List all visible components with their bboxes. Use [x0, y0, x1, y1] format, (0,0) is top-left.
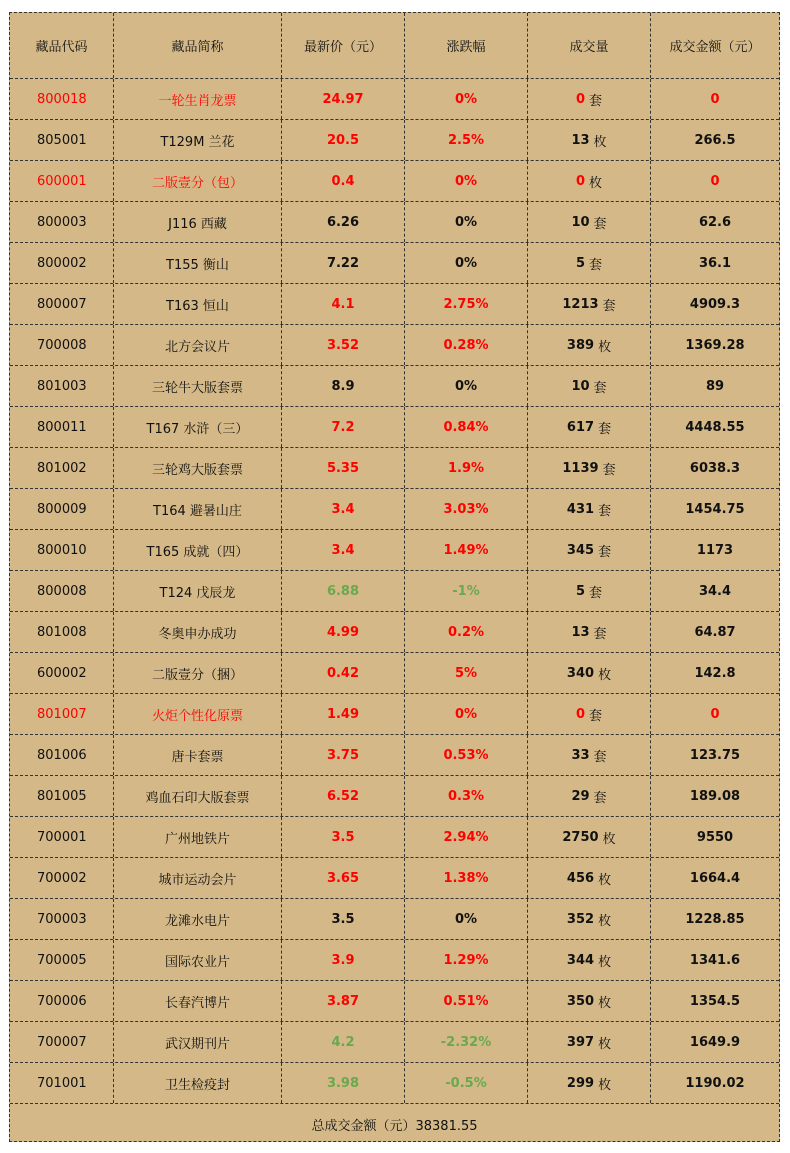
volume-unit: 套: [589, 708, 603, 724]
header-amount: 成交金额（元）: [669, 40, 761, 55]
amount-cell: 189.08: [689, 788, 741, 804]
table-row: [10, 653, 779, 694]
volume-cell: [528, 776, 651, 816]
change-cell: -1%: [405, 571, 528, 611]
amount-cell: 1649.9: [689, 1034, 741, 1050]
price-cell: 8.9: [282, 366, 405, 406]
volume-unit: 套: [593, 790, 607, 806]
volume-cell: [528, 448, 651, 488]
code-cell: 700008: [10, 325, 114, 365]
amount-cell: 1173: [696, 542, 734, 558]
price-cell: 3.65: [282, 858, 405, 898]
code-cell: 701001: [10, 1063, 114, 1103]
change-cell: 0%: [405, 161, 528, 201]
change-cell: 0%: [405, 899, 528, 939]
volume-value: 352: [566, 911, 595, 927]
price-cell: 3.5: [282, 817, 405, 857]
volume-value: 397: [566, 1034, 595, 1050]
code-cell: 800002: [10, 243, 114, 283]
volume-value: 299: [566, 1075, 595, 1091]
code-cell: 800018: [10, 79, 114, 119]
volume-cell: [528, 571, 651, 611]
volume-cell: [528, 407, 651, 447]
table-row: [10, 120, 779, 161]
header-name: 藏品简称: [114, 13, 282, 78]
table-header-row: [10, 13, 779, 79]
volume-unit: 枚: [593, 134, 607, 150]
price-cell: 4.2: [282, 1022, 405, 1062]
change-cell: 0.51%: [405, 981, 528, 1021]
change-cell: 0.84%: [405, 407, 528, 447]
price-cell: 5.35: [282, 448, 405, 488]
change-cell: 0.28%: [405, 325, 528, 365]
volume-cell: [528, 735, 651, 775]
name-cell: 卫生检疫封: [114, 1063, 282, 1103]
table-row: [10, 325, 779, 366]
volume-value: 1139: [562, 460, 599, 476]
volume-value: 0: [575, 173, 586, 189]
name-cell: 鸡血石印大版套票: [114, 776, 282, 816]
name-cell: 火炬个性化原票: [114, 694, 282, 734]
volume-value: 456: [566, 870, 595, 886]
name-cell: 龙滩水电片: [114, 899, 282, 939]
name-cell: T129M 兰花: [114, 120, 282, 160]
name-cell: 国际农业片: [114, 940, 282, 980]
price-cell: 3.9: [282, 940, 405, 980]
name-cell: 唐卡套票: [114, 735, 282, 775]
volume-value: 0: [575, 706, 586, 722]
code-cell: 800011: [10, 407, 114, 447]
name-cell: 一轮生肖龙票: [114, 79, 282, 119]
change-cell: 2.94%: [405, 817, 528, 857]
volume-unit: 枚: [598, 1077, 612, 1093]
volume-cell: [528, 161, 651, 201]
header-change: 涨跌幅: [405, 13, 528, 78]
volume-value: 1213: [562, 296, 599, 312]
volume-unit: 枚: [598, 1036, 612, 1052]
code-cell: 700005: [10, 940, 114, 980]
volume-cell: [528, 284, 651, 324]
stamp-market-table: [9, 12, 780, 1142]
name-cell: T164 避暑山庄: [114, 489, 282, 529]
code-cell: 801002: [10, 448, 114, 488]
volume-unit: 套: [602, 462, 616, 478]
volume-value: 0: [575, 91, 586, 107]
price-cell: 6.52: [282, 776, 405, 816]
volume-unit: 枚: [598, 995, 612, 1011]
change-cell: 3.03%: [405, 489, 528, 529]
name-cell: 广州地铁片: [114, 817, 282, 857]
table-row: [10, 612, 779, 653]
change-cell: 1.49%: [405, 530, 528, 570]
change-cell: 1.9%: [405, 448, 528, 488]
code-cell: 800009: [10, 489, 114, 529]
table-row: [10, 489, 779, 530]
volume-unit: 套: [589, 585, 603, 601]
code-cell: 600001: [10, 161, 114, 201]
amount-cell: 0: [710, 706, 720, 722]
amount-cell: 1190.02: [685, 1075, 745, 1091]
volume-value: 389: [566, 337, 595, 353]
volume-cell: [528, 612, 651, 652]
volume-unit: 枚: [598, 913, 612, 929]
name-cell: 长春汽博片: [114, 981, 282, 1021]
amount-cell: 1454.75: [685, 501, 745, 517]
change-cell: 0%: [405, 243, 528, 283]
price-cell: 0.4: [282, 161, 405, 201]
volume-cell: [528, 817, 651, 857]
code-cell: 800007: [10, 284, 114, 324]
volume-unit: 套: [593, 626, 607, 642]
price-cell: 3.52: [282, 325, 405, 365]
volume-unit: 枚: [598, 339, 612, 355]
volume-unit: 套: [589, 257, 603, 273]
price-cell: 4.99: [282, 612, 405, 652]
name-cell: J116 西藏: [114, 202, 282, 242]
table-body: [10, 79, 779, 1104]
price-cell: 1.49: [282, 694, 405, 734]
table-row: [10, 407, 779, 448]
volume-value: 345: [566, 542, 595, 558]
price-cell: 7.22: [282, 243, 405, 283]
volume-unit: 枚: [602, 831, 616, 847]
volume-unit: 枚: [598, 872, 612, 888]
price-cell: 6.26: [282, 202, 405, 242]
price-cell: 3.87: [282, 981, 405, 1021]
change-cell: 0%: [405, 79, 528, 119]
code-cell: 700006: [10, 981, 114, 1021]
code-cell: 600002: [10, 653, 114, 693]
volume-value: 2750: [562, 829, 599, 845]
amount-cell: 9550: [696, 829, 734, 845]
amount-cell: 6038.3: [689, 460, 741, 476]
name-cell: T163 恒山: [114, 284, 282, 324]
volume-value: 10: [571, 378, 590, 394]
volume-cell: [528, 899, 651, 939]
change-cell: 2.5%: [405, 120, 528, 160]
code-cell: 801007: [10, 694, 114, 734]
table-row: [10, 735, 779, 776]
price-cell: 7.2: [282, 407, 405, 447]
name-cell: 二版壹分（捆）: [114, 653, 282, 693]
volume-cell: [528, 243, 651, 283]
code-cell: 805001: [10, 120, 114, 160]
change-cell: 1.38%: [405, 858, 528, 898]
name-cell: 冬奥申办成功: [114, 612, 282, 652]
volume-cell: [528, 981, 651, 1021]
table-row: [10, 776, 779, 817]
price-cell: 20.5: [282, 120, 405, 160]
volume-cell: [528, 489, 651, 529]
volume-value: 5: [575, 583, 586, 599]
amount-cell: 34.4: [698, 583, 732, 599]
volume-unit: 枚: [589, 175, 603, 191]
table-row: [10, 448, 779, 489]
price-cell: 3.5: [282, 899, 405, 939]
volume-value: 10: [571, 214, 590, 230]
volume-value: 13: [571, 624, 590, 640]
change-cell: -0.5%: [405, 1063, 528, 1103]
amount-cell: 1228.85: [685, 911, 745, 927]
volume-unit: 套: [598, 421, 612, 437]
table-row: [10, 1022, 779, 1063]
code-cell: 800008: [10, 571, 114, 611]
change-cell: 0.3%: [405, 776, 528, 816]
volume-unit: 套: [589, 93, 603, 109]
amount-cell: 1664.4: [689, 870, 741, 886]
table-row: [10, 899, 779, 940]
code-cell: 801003: [10, 366, 114, 406]
volume-unit: 枚: [598, 667, 612, 683]
table-row: [10, 858, 779, 899]
amount-cell: 142.8: [694, 665, 736, 681]
name-cell: T124 戊辰龙: [114, 571, 282, 611]
volume-value: 340: [566, 665, 595, 681]
table-row: [10, 284, 779, 325]
volume-cell: [528, 858, 651, 898]
amount-cell: 4909.3: [689, 296, 741, 312]
volume-cell: [528, 1022, 651, 1062]
volume-cell: [528, 653, 651, 693]
volume-cell: [528, 325, 651, 365]
volume-cell: [528, 940, 651, 980]
header-price: 最新价（元）: [282, 13, 405, 78]
header-volume: 成交量: [528, 13, 651, 78]
volume-value: 29: [571, 788, 590, 804]
name-cell: 三轮牛大版套票: [114, 366, 282, 406]
change-cell: 2.75%: [405, 284, 528, 324]
volume-value: 13: [571, 132, 590, 148]
amount-cell: 1341.6: [689, 952, 741, 968]
volume-value: 350: [566, 993, 595, 1009]
volume-cell: [528, 366, 651, 406]
amount-cell: 36.1: [698, 255, 732, 271]
volume-unit: 套: [602, 298, 616, 314]
table-row: [10, 981, 779, 1022]
table-row: [10, 161, 779, 202]
volume-unit: 套: [598, 503, 612, 519]
change-cell: 5%: [405, 653, 528, 693]
amount-cell: 1369.28: [685, 337, 745, 353]
volume-cell: [528, 79, 651, 119]
volume-cell: [528, 530, 651, 570]
amount-cell: 1354.5: [689, 993, 741, 1009]
table-row: [10, 1063, 779, 1104]
volume-cell: [528, 120, 651, 160]
table-row: [10, 817, 779, 858]
total-amount: 总成交金额（元）38381.55: [311, 1118, 478, 1134]
header-code: 藏品代码: [10, 13, 114, 78]
volume-unit: 套: [593, 216, 607, 232]
table-row: [10, 694, 779, 735]
volume-cell: [528, 694, 651, 734]
name-cell: T155 衡山: [114, 243, 282, 283]
table-row: [10, 571, 779, 612]
name-cell: 武汉期刊片: [114, 1022, 282, 1062]
amount-cell: 64.87: [694, 624, 736, 640]
code-cell: 800003: [10, 202, 114, 242]
price-cell: 3.4: [282, 530, 405, 570]
code-cell: 801006: [10, 735, 114, 775]
change-cell: 0.53%: [405, 735, 528, 775]
name-cell: T167 水浒（三）: [114, 407, 282, 447]
price-cell: 6.88: [282, 571, 405, 611]
code-cell: 700002: [10, 858, 114, 898]
change-cell: 0%: [405, 366, 528, 406]
table-row: [10, 366, 779, 407]
change-cell: -2.32%: [405, 1022, 528, 1062]
table-row: [10, 243, 779, 284]
change-cell: 0%: [405, 202, 528, 242]
name-cell: 二版壹分（包）: [114, 161, 282, 201]
amount-cell: 0: [710, 91, 720, 107]
amount-cell: 89: [705, 378, 725, 394]
name-cell: 三轮鸡大版套票: [114, 448, 282, 488]
change-cell: 0.2%: [405, 612, 528, 652]
table-row: [10, 940, 779, 981]
code-cell: 700001: [10, 817, 114, 857]
name-cell: 城市运动会片: [114, 858, 282, 898]
code-cell: 801008: [10, 612, 114, 652]
price-cell: 24.97: [282, 79, 405, 119]
table-row: [10, 79, 779, 120]
amount-cell: 0: [710, 173, 720, 189]
name-cell: 北方会议片: [114, 325, 282, 365]
volume-unit: 套: [593, 749, 607, 765]
volume-unit: 枚: [598, 954, 612, 970]
price-cell: 4.1: [282, 284, 405, 324]
table-footer-row: [10, 1104, 779, 1144]
volume-value: 344: [566, 952, 595, 968]
volume-unit: 套: [593, 380, 607, 396]
amount-cell: 4448.55: [685, 419, 745, 435]
amount-cell: 266.5: [694, 132, 736, 148]
price-cell: 3.4: [282, 489, 405, 529]
volume-cell: [528, 202, 651, 242]
table-row: [10, 530, 779, 571]
volume-value: 431: [566, 501, 595, 517]
volume-value: 33: [571, 747, 590, 763]
name-cell: T165 成就（四）: [114, 530, 282, 570]
volume-unit: 套: [598, 544, 612, 560]
table-row: [10, 202, 779, 243]
amount-cell: 123.75: [689, 747, 741, 763]
price-cell: 0.42: [282, 653, 405, 693]
volume-cell: [528, 1063, 651, 1103]
code-cell: 700003: [10, 899, 114, 939]
code-cell: 801005: [10, 776, 114, 816]
amount-cell: 62.6: [698, 214, 732, 230]
price-cell: 3.75: [282, 735, 405, 775]
volume-value: 5: [575, 255, 586, 271]
change-cell: 0%: [405, 694, 528, 734]
change-cell: 1.29%: [405, 940, 528, 980]
volume-value: 617: [566, 419, 595, 435]
price-cell: 3.98: [282, 1063, 405, 1103]
code-cell: 800010: [10, 530, 114, 570]
code-cell: 700007: [10, 1022, 114, 1062]
